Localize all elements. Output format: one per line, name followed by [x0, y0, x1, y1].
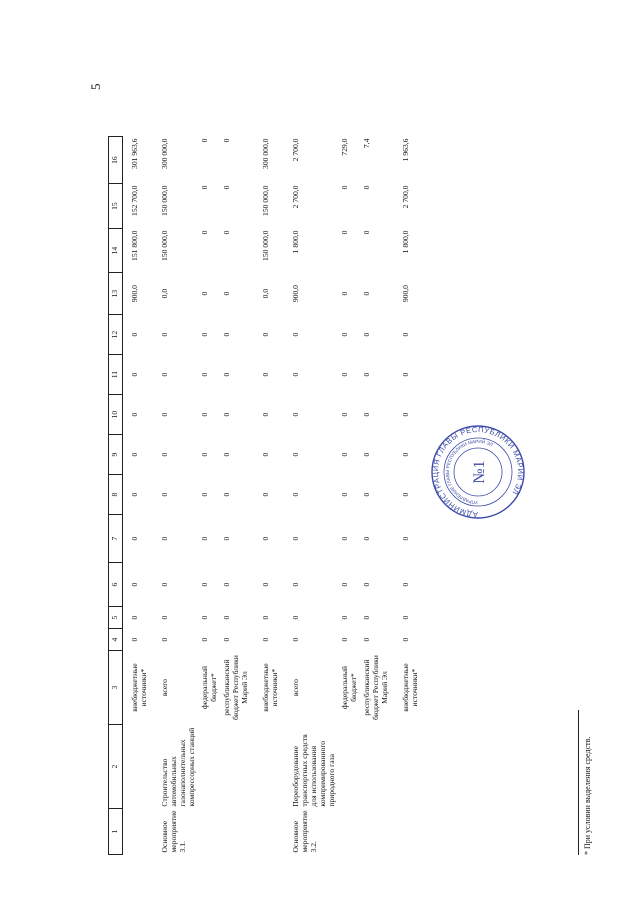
- table-cell: 150 000,0: [261, 230, 270, 261]
- table-cell: 0: [130, 615, 139, 620]
- table-cell: 0: [340, 452, 349, 457]
- table-cell: 0: [130, 536, 139, 541]
- table-cell: 0: [362, 536, 371, 541]
- column-number-3: 3: [109, 651, 123, 725]
- table-cell: [360, 725, 391, 809]
- table-cell: 0: [340, 536, 349, 541]
- table-cell: 0: [340, 492, 349, 497]
- column-number-16: 16: [109, 137, 123, 184]
- table-cell: 0: [340, 185, 349, 190]
- table-cell: 0: [362, 582, 371, 587]
- table-cell: [338, 809, 360, 855]
- table-cell: 0: [261, 615, 270, 620]
- table-cell: 900,0: [130, 285, 139, 303]
- table-cell: 0: [340, 637, 349, 642]
- table-cell: [220, 809, 251, 855]
- table-cell: 0: [362, 230, 371, 235]
- column-number-10: 10: [109, 395, 123, 435]
- table-cell: [220, 725, 251, 809]
- table-cell: 0: [401, 452, 410, 457]
- table-cell: Основное мероприятие 3.2.: [291, 810, 318, 853]
- table-cell: 2 700,0: [291, 185, 300, 209]
- table-cell: [198, 809, 220, 855]
- table-cell: 0: [130, 372, 139, 377]
- table-cell: 0: [200, 291, 209, 296]
- table-cell: 0: [200, 372, 209, 377]
- table-cell: 0: [222, 138, 231, 143]
- svg-text:АДМИНИСТРАЦИЯ ГЛАВЫ РЕСПУБЛИКИ: АДМИНИСТРАЦИЯ ГЛАВЫ РЕСПУБЛИКИ МАРИЙ ЭЛ: [430, 424, 526, 520]
- table-cell: всего: [160, 679, 169, 697]
- table-cell: 0: [200, 332, 209, 337]
- table-cell: 0: [222, 291, 231, 296]
- table-cell: 0: [261, 412, 270, 417]
- table-row: [338, 137, 360, 855]
- table-cell: 0: [200, 452, 209, 457]
- table-row: [198, 137, 220, 855]
- table-cell: 0: [200, 230, 209, 235]
- svg-text:№1: №1: [471, 460, 488, 484]
- table-cell: Основное мероприятие 3.1.: [160, 810, 187, 853]
- table-cell: 0: [160, 412, 169, 417]
- table-cell: 0: [130, 582, 139, 587]
- table-cell: 0: [401, 412, 410, 417]
- table-cell: 0: [200, 138, 209, 143]
- table-cell: [391, 725, 421, 809]
- table-cell: [391, 809, 421, 855]
- column-number-5: 5: [109, 607, 123, 629]
- table-cell: 0: [362, 185, 371, 190]
- table-cell: [360, 809, 391, 855]
- table-cell: 0: [340, 372, 349, 377]
- table-cell: 0: [362, 615, 371, 620]
- table-cell: всего: [291, 679, 300, 697]
- table-cell: [251, 725, 281, 809]
- column-number-14: 14: [109, 229, 123, 273]
- table-cell: 0: [222, 637, 231, 642]
- table-cell: 0: [291, 615, 300, 620]
- table-cell: 0: [340, 582, 349, 587]
- table-cell: 1 800,0: [401, 230, 410, 254]
- table-row: [391, 137, 421, 855]
- table-cell: 0: [340, 332, 349, 337]
- column-number-4: 4: [109, 629, 123, 651]
- column-number-2: 2: [109, 725, 123, 809]
- table-cell: [198, 725, 220, 809]
- table-cell: 1 963,6: [401, 138, 410, 162]
- table-cell: 0: [362, 291, 371, 296]
- table-cell: 152 700,0: [130, 185, 139, 216]
- table-cell: 0: [160, 615, 169, 620]
- table-cell: федеральный бюджет*: [200, 665, 218, 710]
- table-cell: 150 000,0: [160, 230, 169, 261]
- column-number-1: 1: [109, 809, 123, 855]
- table-cell: 0: [401, 615, 410, 620]
- table-cell: 0: [130, 452, 139, 457]
- table-cell: 0: [362, 332, 371, 337]
- table-cell: 0: [291, 372, 300, 377]
- table-cell: федеральный бюджет*: [340, 665, 358, 710]
- table-cell: 0: [200, 637, 209, 642]
- table-cell: 0: [200, 582, 209, 587]
- table-cell: 150 000,0: [160, 185, 169, 216]
- table-cell: 0: [291, 536, 300, 541]
- table-row: [150, 137, 198, 855]
- table-cell: 0: [222, 230, 231, 235]
- table-cell: 0: [222, 332, 231, 337]
- table-cell: 150 000,0: [261, 185, 270, 216]
- table-cell: 0: [130, 492, 139, 497]
- table-cell: внебюджетные источники*: [401, 663, 419, 712]
- table-row: [123, 137, 151, 855]
- table-cell: 300 000,0: [160, 138, 169, 169]
- table-cell: 0: [362, 492, 371, 497]
- table-cell: 729,0: [340, 138, 349, 156]
- table-cell: 1 800,0: [291, 230, 300, 254]
- table-cell: 0: [200, 412, 209, 417]
- table-row: [281, 137, 338, 855]
- column-number-12: 12: [109, 315, 123, 355]
- column-number-row: [109, 137, 123, 855]
- table-cell: 0: [291, 332, 300, 337]
- table-cell: 7,4: [362, 138, 371, 149]
- table-cell: 0: [401, 536, 410, 541]
- table-cell: 0,0: [160, 288, 169, 299]
- budget-table: [108, 136, 421, 855]
- table-cell: 0: [401, 492, 410, 497]
- table-cell: 0: [160, 492, 169, 497]
- svg-text:УПРАВЛЕНИЕ ГЛАВЫ РЕСПУБЛИКИ МА: УПРАВЛЕНИЕ ГЛАВЫ РЕСПУБЛИКИ МАРИЙ ЭЛ: [444, 438, 494, 506]
- table-cell: Строительство автомобильных газонаполнительных компрессорных станций: [160, 727, 196, 807]
- seal-icon: [430, 424, 526, 520]
- table-cell: 0,0: [261, 288, 270, 299]
- table-cell: 0: [362, 412, 371, 417]
- column-number-7: 7: [109, 515, 123, 563]
- table-cell: республиканский бюджет Республики Марий Эл: [362, 655, 389, 720]
- table-cell: 0: [362, 372, 371, 377]
- table-cell: 0: [222, 372, 231, 377]
- column-number-9: 9: [109, 435, 123, 475]
- table-cell: [251, 809, 281, 855]
- table-cell: внебюджетные источники*: [130, 663, 148, 712]
- table-cell: 0: [261, 372, 270, 377]
- table-cell: 0: [222, 412, 231, 417]
- official-seal: [430, 424, 526, 520]
- column-number-6: 6: [109, 563, 123, 607]
- table-cell: 0: [340, 412, 349, 417]
- table-cell: 0: [401, 637, 410, 642]
- table-cell: 300 000,0: [261, 138, 270, 169]
- footnote-divider: [578, 710, 579, 855]
- table-cell: [123, 809, 151, 855]
- table-cell: 0: [401, 582, 410, 587]
- table-cell: 0: [261, 637, 270, 642]
- footnote: * При условии выделения средств.: [583, 736, 592, 855]
- table-cell: 301 963,6: [130, 138, 139, 169]
- table-cell: 0: [200, 185, 209, 190]
- table-cell: 0: [222, 492, 231, 497]
- table-cell: внебюджетные источники*: [261, 663, 279, 712]
- table-cell: 0: [200, 492, 209, 497]
- table-cell: 0: [291, 582, 300, 587]
- table-cell: 0: [130, 332, 139, 337]
- table-cell: 900,0: [401, 285, 410, 303]
- table-cell: 0: [130, 637, 139, 642]
- table-row: [251, 137, 281, 855]
- table-cell: 0: [340, 291, 349, 296]
- table-cell: [338, 725, 360, 809]
- table-cell: 0: [222, 582, 231, 587]
- table-cell: 2 700,0: [291, 138, 300, 162]
- table-cell: 900,0: [291, 285, 300, 303]
- table-cell: 0: [362, 452, 371, 457]
- table-cell: 0: [160, 372, 169, 377]
- page-number: 5: [88, 83, 103, 90]
- table-cell: 0: [160, 637, 169, 642]
- table-cell: 0: [130, 412, 139, 417]
- table-cell: 0: [340, 230, 349, 235]
- table-cell: 0: [261, 332, 270, 337]
- table-cell: 0: [291, 637, 300, 642]
- table-cell: 0: [160, 332, 169, 337]
- table-cell: 0: [261, 582, 270, 587]
- table-cell: 0: [160, 452, 169, 457]
- table-cell: 0: [291, 452, 300, 457]
- table-cell: 0: [160, 582, 169, 587]
- table-cell: 0: [261, 492, 270, 497]
- table-cell: 0: [160, 536, 169, 541]
- table-cell: 0: [200, 536, 209, 541]
- table-cell: 151 800,0: [130, 230, 139, 261]
- table-cell: 0: [401, 372, 410, 377]
- table-cell: 0: [222, 185, 231, 190]
- table-cell: Переоборудование транспортных средств для использования компримированного природного газа: [291, 734, 336, 807]
- table-cell: республиканский бюджет Республики Марий Эл: [222, 655, 249, 720]
- column-number-8: 8: [109, 475, 123, 515]
- column-number-11: 11: [109, 355, 123, 395]
- table-cell: 0: [222, 536, 231, 541]
- table-cell: 0: [291, 492, 300, 497]
- table-cell: 0: [200, 615, 209, 620]
- table-cell: 0: [261, 536, 270, 541]
- column-number-15: 15: [109, 184, 123, 229]
- table-cell: 2 700,0: [401, 185, 410, 209]
- table-cell: 0: [401, 332, 410, 337]
- table-cell: 0: [222, 452, 231, 457]
- table-row: [360, 137, 391, 855]
- table-cell: 0: [222, 615, 231, 620]
- table-cell: 0: [291, 412, 300, 417]
- table-row: [220, 137, 251, 855]
- table-cell: [123, 725, 151, 809]
- table-cell: 0: [340, 615, 349, 620]
- table-cell: 0: [261, 452, 270, 457]
- table-cell: 0: [362, 637, 371, 642]
- column-number-13: 13: [109, 273, 123, 315]
